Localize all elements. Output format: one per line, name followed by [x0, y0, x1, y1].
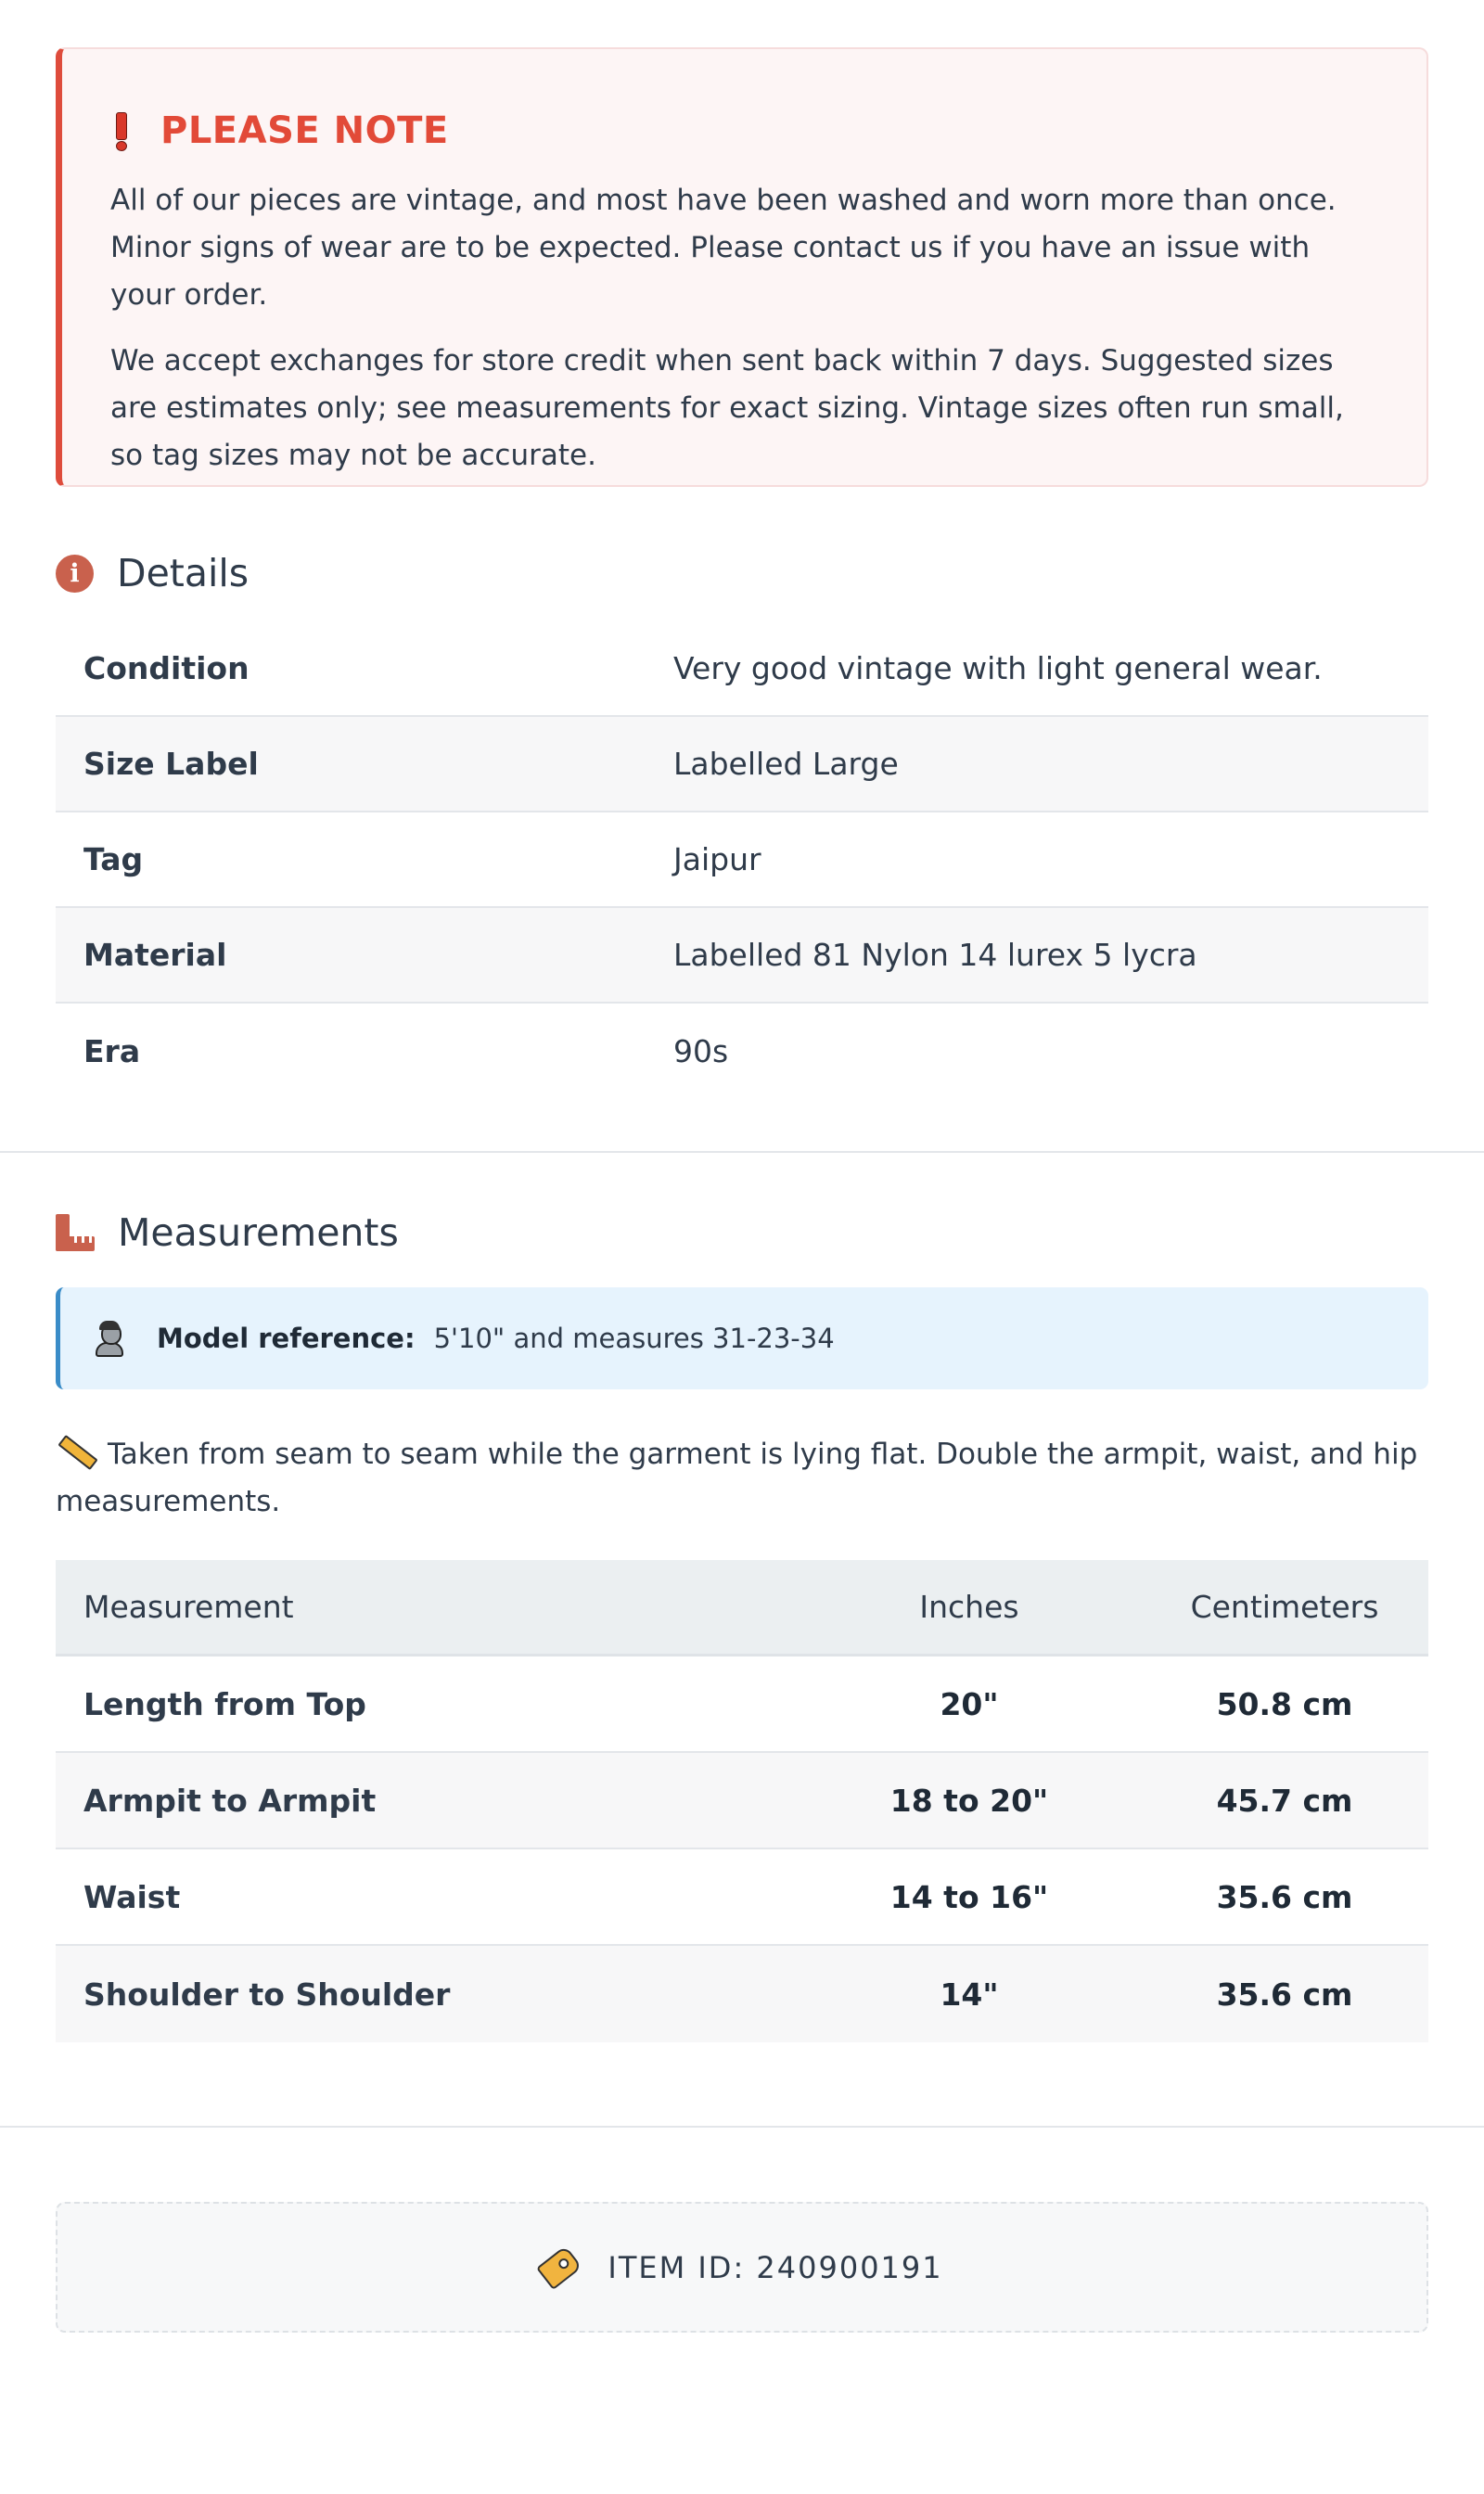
section-divider	[0, 2126, 1484, 2128]
measurement-cm: 35.6 cm	[1216, 1976, 1353, 2013]
measurement-note-text: Taken from seam to seam while the garment is lying flat. Double the armpit, waist, and hip measurements.	[56, 1438, 1418, 1518]
details-label: Era	[83, 1033, 141, 1069]
tag-icon	[536, 2245, 582, 2289]
notice-paragraph-2: We accept exchanges for store credit when sent back within 7 days. Suggested sizes are estimates only; see measurements for exact sizing. Vintage sizes often run small, so tag sizes may not be accurate.	[110, 344, 1344, 472]
table-row	[56, 1946, 1428, 2042]
details-label: Tag	[83, 841, 144, 877]
details-value: Very good vintage with light general wear.	[673, 650, 1323, 686]
table-row	[56, 1849, 1428, 1946]
section-divider	[0, 1151, 1484, 1153]
measurement-cm: 35.6 cm	[1216, 1878, 1353, 1915]
model-reference	[56, 1287, 1428, 1389]
details-value: Jaipur	[673, 841, 761, 877]
measurement-inches: 18 to 20"	[889, 1782, 1049, 1819]
column-header-inches: Inches	[919, 1589, 1019, 1625]
info-icon: i	[56, 555, 94, 593]
measurement-name: Shoulder to Shoulder	[83, 1976, 451, 2013]
notice-title: PLEASE NOTE	[160, 109, 449, 152]
person-icon	[96, 1322, 123, 1355]
details-row-era	[56, 1004, 1428, 1099]
model-reference-value: 5'10" and measures 31-23-34	[433, 1323, 835, 1354]
measurement-name: Length from Top	[83, 1685, 366, 1722]
details-label: Material	[83, 937, 227, 973]
details-heading	[56, 551, 1428, 595]
details-title: Details	[117, 551, 249, 595]
column-header-centimeters: Centimeters	[1190, 1589, 1379, 1625]
exclamation-icon	[114, 112, 127, 149]
measurement-inches: 20"	[940, 1685, 999, 1722]
please-note-box	[56, 47, 1428, 487]
details-row-size-label	[56, 717, 1428, 812]
item-id-label: ITEM ID: 240900191	[608, 2249, 943, 2285]
measurements-table	[56, 1560, 1428, 2042]
pencil-icon	[58, 1434, 97, 1469]
details-label: Condition	[83, 650, 249, 686]
measurement-inches: 14"	[940, 1976, 999, 2013]
details-value: Labelled 81 Nylon 14 lurex 5 lycra	[673, 937, 1197, 973]
details-row-condition	[56, 621, 1428, 717]
details-table	[56, 621, 1428, 1099]
measurements-heading	[56, 1210, 1428, 1255]
ruler-icon	[56, 1214, 95, 1251]
measurements-title: Measurements	[118, 1210, 399, 1255]
table-row	[56, 1753, 1428, 1849]
table-row	[56, 1656, 1428, 1753]
details-value: 90s	[673, 1033, 729, 1069]
measurement-name: Waist	[83, 1878, 181, 1915]
measurement-note	[56, 1431, 1428, 1526]
notice-header	[110, 105, 1380, 157]
measurement-name: Armpit to Armpit	[83, 1782, 377, 1819]
item-id-box	[56, 2202, 1428, 2333]
notice-paragraph-1: All of our pieces are vintage, and most have been washed and worn more than once. Minor signs of wear are to be expected. Please contact us if you have an issue with your order.	[110, 184, 1337, 312]
measurement-cm: 45.7 cm	[1216, 1782, 1353, 1819]
measurement-inches: 14 to 16"	[889, 1878, 1049, 1915]
model-reference-label: Model reference:	[157, 1323, 416, 1354]
details-value: Labelled Large	[673, 746, 899, 782]
measurement-cm: 50.8 cm	[1216, 1685, 1353, 1722]
details-label: Size Label	[83, 746, 259, 782]
column-header-measurement: Measurement	[83, 1589, 294, 1625]
details-row-material	[56, 908, 1428, 1004]
table-header-row	[56, 1560, 1428, 1656]
details-row-tag	[56, 812, 1428, 908]
